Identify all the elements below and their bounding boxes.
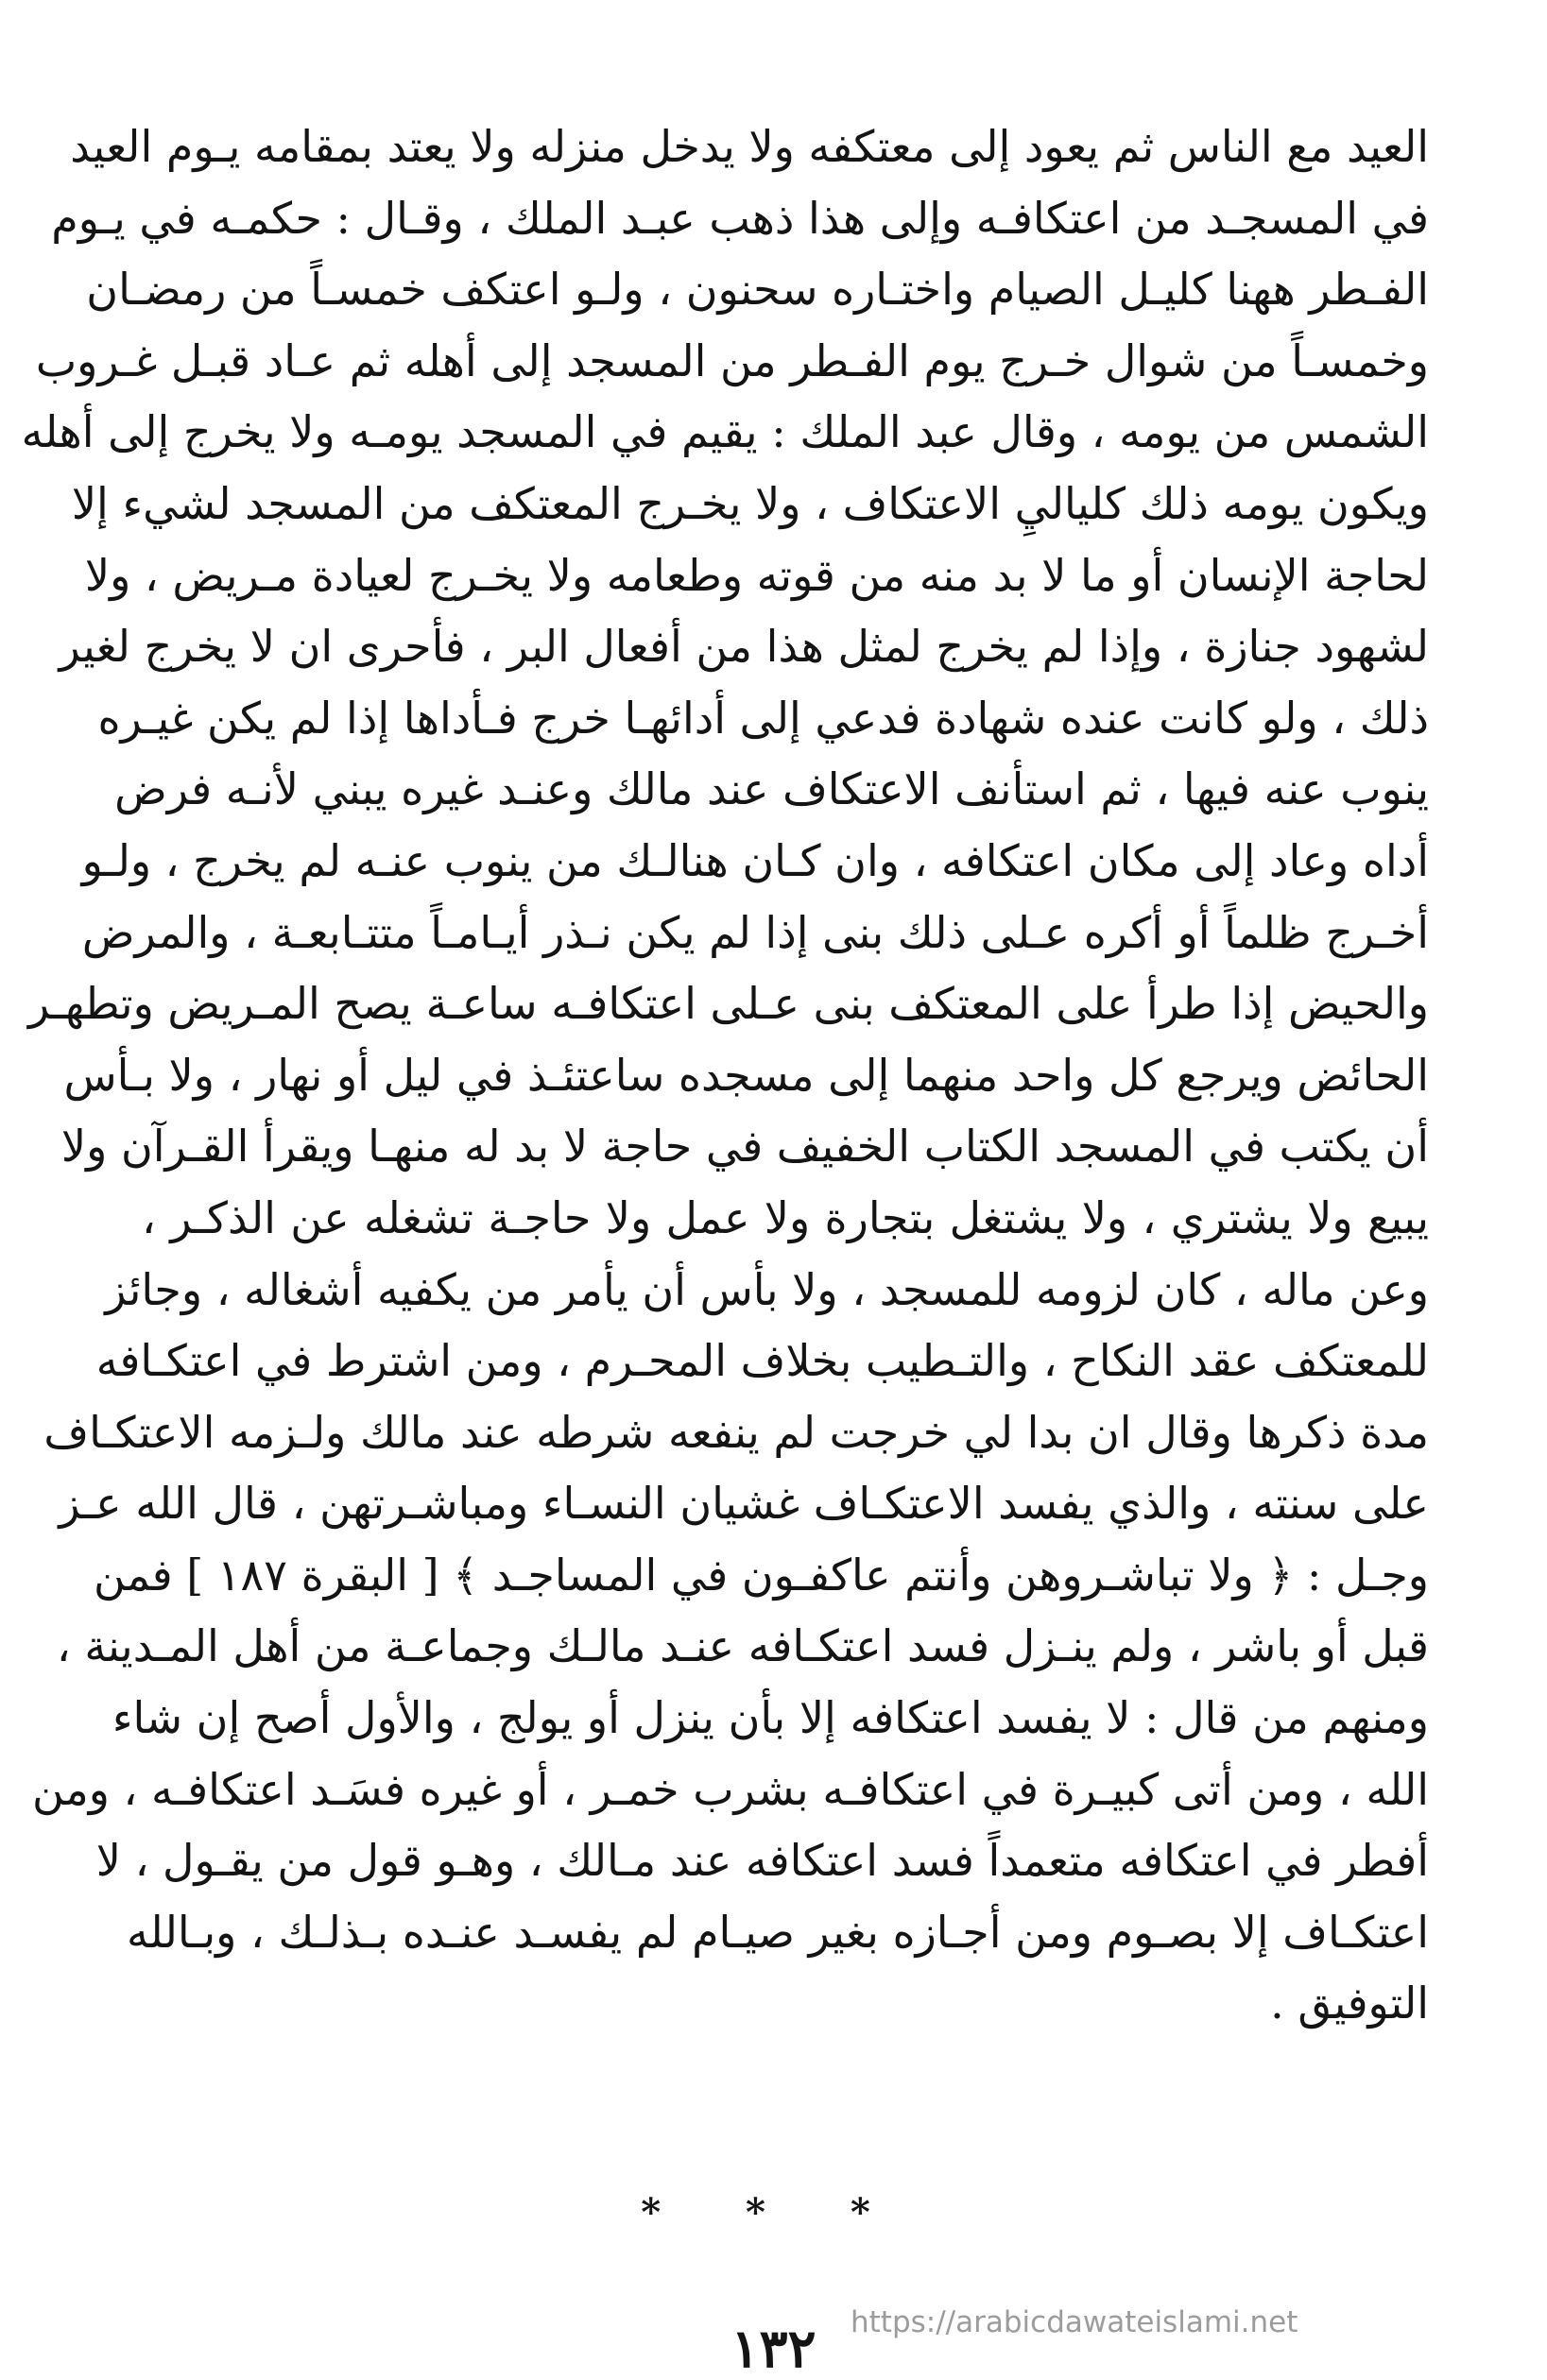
text-line-18: للمعتكف عقد النكاح ، والتـطيب بخلاف المحـرم ، ومن اشترط في اعتكـافه	[95, 1335, 1429, 1387]
text-line-27: التوفيق .	[1270, 1978, 1429, 2029]
text-line-9: ذلك ، ولو كانت عنده شهادة فدعي إلى أدائهـا خرج فـأداها إذا لم يكن غيـره	[97, 692, 1429, 744]
text-line-5: الشمس من يومه ، وقال عبد الملك : يقيم في المسجد يومـه ولا يخرج إلى أهله	[21, 406, 1429, 458]
text-line-13: والحيض إذا طرأ على المعتكف بنى عـلى اعتكافـه ساعـة يصح المـريض وتطهـر	[27, 978, 1429, 1030]
text-line-23: ومنهم من قال : لا يفسد اعتكافه إلا بأن ينزل أو يولج ، والأول أصح إن شاء	[112, 1692, 1429, 1744]
text-line-2: في المسجـد من اعتكافـه وإلى هذا ذهب عبـد الملك ، وقـال : حكمـه في يـوم	[51, 192, 1429, 244]
text-line-15: أن يكتب في المسجد الكتاب الخفيف في حاجة لا بد له منهـا ويقرأ القـرآن ولا	[60, 1121, 1429, 1173]
text-line-20: على سنته ، والذي يفسد الاعتكـاف غشيان النسـاء ومباشـرتهن ، قال الله عـز	[59, 1478, 1429, 1530]
text-line-16: يبيع ولا يشتري ، ولا يشتغل بتجارة ولا عمل ولا حاجـة تشغله عن الذكـر ،	[142, 1191, 1429, 1243]
text-line-21: وجـل : ﴿ ولا تباشـروهن وأنتم عاكفـون في المساجـد ﴾ [ البقرة ١٨٧ ] فمن	[94, 1549, 1429, 1601]
text-line-11: أداه وعاد إلى مكان اعتكافه ، وان كـان هنالـك من ينوب عنـه لم يخرج ، ولـو	[81, 834, 1429, 886]
watermark-url: https://arabicdawateislami.net	[851, 2305, 1298, 2339]
text-line-24: الله ، ومن أتى كبيـرة في اعتكافـه بشرب خمـر ، أو غيره فسَـد اعتكافـه ، ومن	[32, 1763, 1429, 1815]
text-line-4: وخمسـاً من شوال خـرج يوم الفـطر من المسجد إلى أهله ثم عـاد قبـل غـروب	[35, 334, 1429, 386]
text-line-22: قبل أو باشر ، ولم ينـزل فسد اعتكـافه عنـد مالـك وجماعـة من أهل المـدينة ،	[56, 1620, 1429, 1672]
text-line-6: ويكون يومه ذلك كلياليِ الاعتكاف ، ولا يخـرج المعتكف من المسجد لشيء إلا	[71, 477, 1429, 529]
text-line-1: العيد مع الناس ثم يعود إلى معتكفه ولا يدخل منزله ولا يعتد بمقامه يـوم العيد	[70, 121, 1429, 172]
text-line-10: ينوب عنه فيها ، ثم استأنف الاعتكاف عند مالك وعنـد غيره يبني لأنـه فرض	[114, 763, 1429, 815]
text-line-19: مدة ذكرها وقال ان بدا لي خرجت لم ينفعه شرطه عند مالك ولـزمه الاعتكـاف	[43, 1406, 1429, 1458]
text-line-7: لحاجة الإنسان أو ما لا بد منه من قوته وطعامه ولا يخـرج لعيادة مـريض ، ولا	[84, 549, 1429, 601]
body-text	[21, 111, 1429, 2040]
text-line-3: الفـطر ههنا كليـل الصيام واختـاره سحنون ، ولـو اعتكف خمسـاً من رمضـان	[86, 264, 1429, 316]
page-number: ١٣٢	[731, 2318, 816, 2380]
text-line-25: أفطر في اعتكافه متعمداً فسد اعتكافه عند مـالك ، وهـو قول من يقـول ، لا	[95, 1835, 1429, 1887]
text-line-8: لشهود جنازة ، وإذا لم يخرج لمثل هذا من أفعال البر ، فأحرى ان لا يخرج لغير	[59, 621, 1429, 673]
text-line-14: الحائض ويرجع كل واحد منهما إلى مسجده ساعتئـذ في ليل أو نهار ، ولا بـأس	[63, 1049, 1429, 1101]
text-line-26: اعتكـاف إلا بصـوم ومن أجـازه بغير صيـام لم يفسـد عنـده بـذلـك ، وبـالله	[126, 1906, 1429, 1958]
text-line-12: أخـرج ظلماً أو أكره عـلى ذلك بنى إذا لم يكن نـذر أيـامـاً متتـابعـة ، والمرض	[81, 906, 1429, 958]
section-separator: * * *	[641, 2190, 906, 2234]
text-line-17: وعن ماله ، كان لزومه للمسجد ، ولا بأس أن يأمر من يكفيه أشغاله ، وجائز	[105, 1263, 1429, 1315]
